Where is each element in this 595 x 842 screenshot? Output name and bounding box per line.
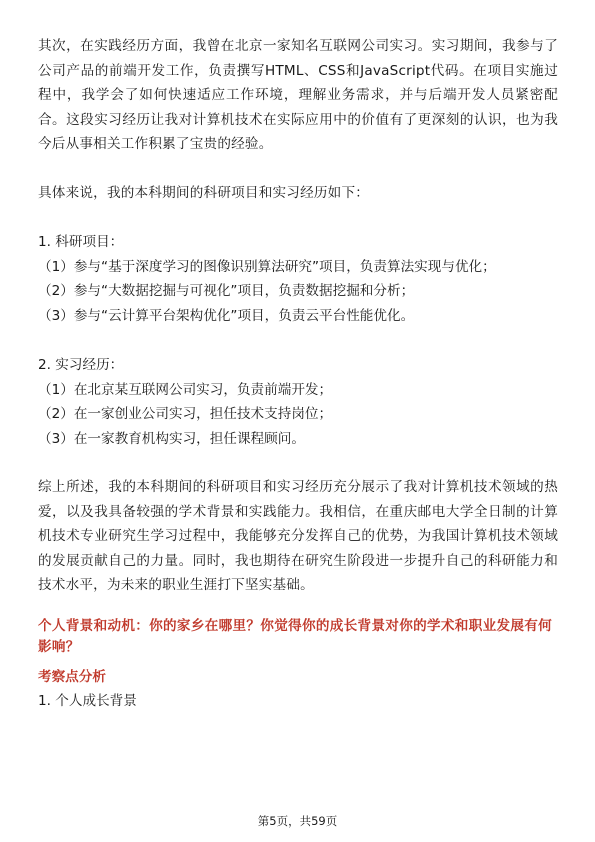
research-item: （1）参与“基于深度学习的图像识别算法研究”项目，负责算法实现与优化； <box>38 258 496 275</box>
intro-paragraph: 具体来说，我的本科期间的科研项目和实习经历如下： <box>38 184 370 201</box>
summary-paragraph: 综上所述，我的本科期间的科研项目和实习经历充分展示了我对计算机技术领域的热爱，以及我具备较强的学术背景和实践能力。我相信，在重庆邮电大学全日制的计算机技术专业研究生学习过程中，我能够充分发挥自己的优势，为我国计算机技术领域的发展贡献自己的力量。同时，我也期待在研究生阶段进一步提升自己的科研能力和技术水平，为未来的职业生涯打下坚实基础。 <box>38 479 558 593</box>
internship-item: （1）在北京某互联网公司实习，负责前端开发； <box>38 381 333 398</box>
internship-item: （3）在一家教育机构实习，担任课程顾问。 <box>38 430 305 447</box>
research-heading: 1. 科研项目： <box>38 234 124 250</box>
practice-paragraph: 其次，在实践经历方面，我曾在北京一家知名互联网公司实习。实习期间，我参与了公司产品的前端开发工作，负责撰写HTML、CSS和JavaScript代码。在项目实施过程中，我学会了如何快速适应工作环境，理解业务需求，并与后端开发人员紧密配合。这段实习经历让我对计算机技术在实际应用中的价值有了更深刻的认识，也为我今后从事相关工作积累了宝贵的经验。 <box>38 38 558 152</box>
research-item: （3）参与“云计算平台架构优化”项目，负责云平台性能优化。 <box>38 307 415 324</box>
document-page <box>38 34 558 712</box>
internship-section <box>38 353 558 451</box>
internship-item: （2）在一家创业公司实习，担任技术支持岗位； <box>38 406 333 422</box>
interview-question: 个人背景和动机：你的家乡在哪里？你觉得你的成长背景对你的学术和职业发展有何影响？ <box>38 617 553 655</box>
page-number-footer: 第5页，共59页 <box>257 814 338 828</box>
analysis-item: 1. 个人成长背景 <box>38 692 137 709</box>
analysis-heading: 考察点分析 <box>38 668 106 685</box>
research-item: （2）参与“大数据挖掘与可视化”项目，负责数据挖掘和分析； <box>38 283 415 299</box>
research-section <box>38 230 558 328</box>
section-gap <box>38 328 558 353</box>
internship-heading: 2. 实习经历： <box>38 357 124 373</box>
